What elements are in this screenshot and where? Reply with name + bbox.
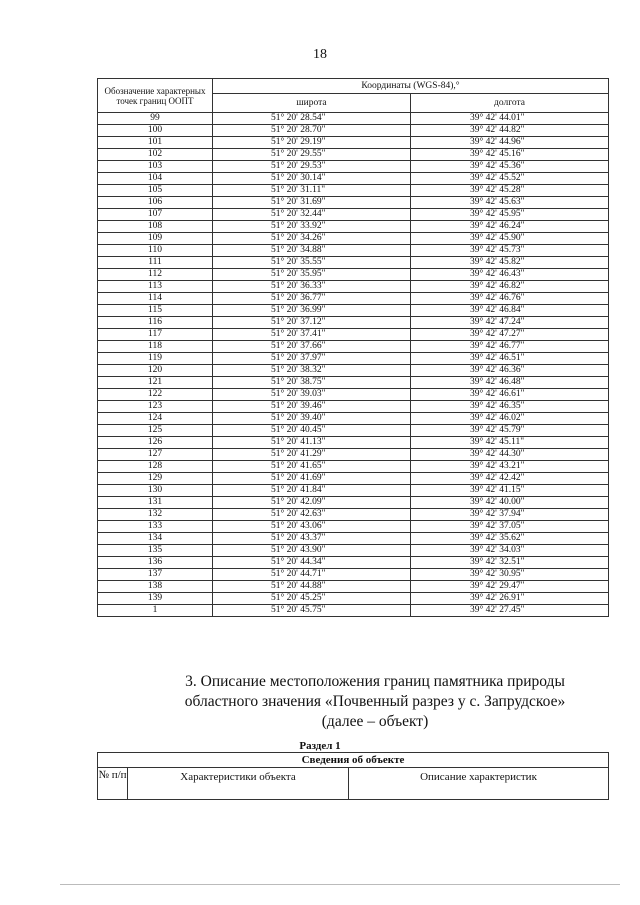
cell-point: 134: [98, 533, 213, 545]
table-row: [98, 161, 609, 173]
cell-longitude: 39° 42' 41.15": [411, 485, 609, 497]
cell-latitude: 51° 20' 34.26": [213, 233, 411, 245]
page-number: 18: [313, 47, 327, 62]
cell-longitude: 39° 42' 44.96": [411, 137, 609, 149]
cell-latitude: 51° 20' 43.90": [213, 545, 411, 557]
cell-point: 100: [98, 125, 213, 137]
cell-latitude: 51° 20' 36.99": [213, 305, 411, 317]
cell-point: 119: [98, 353, 213, 365]
table-row: [98, 365, 609, 377]
table-row: [98, 533, 609, 545]
cell-longitude: 39° 42' 44.01": [411, 113, 609, 125]
cell-longitude: 39° 42' 37.05": [411, 521, 609, 533]
cell-point: 133: [98, 521, 213, 533]
table-row: [98, 497, 609, 509]
cell-latitude: 51° 20' 41.69": [213, 473, 411, 485]
cell-longitude: 39° 42' 40.00": [411, 497, 609, 509]
column-header-description: Описание характеристик: [349, 768, 609, 800]
cell-latitude: 51° 20' 32.44": [213, 209, 411, 221]
cell-point: 128: [98, 461, 213, 473]
table-row: [98, 437, 609, 449]
table-row: [98, 389, 609, 401]
cell-longitude: 39° 42' 27.45": [411, 605, 609, 617]
table-row: [98, 425, 609, 437]
cell-point: 129: [98, 473, 213, 485]
cell-point: 137: [98, 569, 213, 581]
cell-point: 114: [98, 293, 213, 305]
table-row: [98, 149, 609, 161]
table-row: [98, 449, 609, 461]
cell-latitude: 51° 20' 29.19": [213, 137, 411, 149]
cell-point: 132: [98, 509, 213, 521]
column-header-number: № п/п: [98, 768, 128, 800]
cell-latitude: 51° 20' 42.63": [213, 509, 411, 521]
cell-longitude: 39° 42' 35.62": [411, 533, 609, 545]
cell-longitude: 39° 42' 46.84": [411, 305, 609, 317]
cell-point: 117: [98, 329, 213, 341]
cell-longitude: 39° 42' 46.82": [411, 281, 609, 293]
cell-longitude: 39° 42' 44.30": [411, 449, 609, 461]
cell-longitude: 39° 42' 46.48": [411, 377, 609, 389]
header-point-designation: Обозначение характерных точек границ ООПТ: [98, 79, 213, 113]
table-row: [98, 269, 609, 281]
cell-latitude: 51° 20' 38.32": [213, 365, 411, 377]
cell-point: 125: [98, 425, 213, 437]
header-latitude: широта: [213, 94, 411, 113]
cell-longitude: 39° 42' 32.51": [411, 557, 609, 569]
cell-latitude: 51° 20' 36.77": [213, 293, 411, 305]
cell-latitude: 51° 20' 31.69": [213, 197, 411, 209]
cell-latitude: 51° 20' 34.88": [213, 245, 411, 257]
table-row: [98, 317, 609, 329]
cell-longitude: 39° 42' 46.76": [411, 293, 609, 305]
cell-latitude: 51° 20' 29.53": [213, 161, 411, 173]
cell-point: 99: [98, 113, 213, 125]
page-bottom-rule: [60, 884, 620, 885]
cell-latitude: 51° 20' 39.40": [213, 413, 411, 425]
cell-longitude: 39° 42' 45.73": [411, 245, 609, 257]
cell-longitude: 39° 42' 46.61": [411, 389, 609, 401]
cell-longitude: 39° 42' 45.95": [411, 209, 609, 221]
cell-point: 120: [98, 365, 213, 377]
cell-longitude: 39° 42' 46.36": [411, 365, 609, 377]
table-row: [98, 329, 609, 341]
cell-point: 109: [98, 233, 213, 245]
cell-latitude: 51° 20' 44.88": [213, 581, 411, 593]
table-row: [98, 125, 609, 137]
cell-latitude: 51° 20' 36.33": [213, 281, 411, 293]
cell-latitude: 51° 20' 43.06": [213, 521, 411, 533]
cell-latitude: 51° 20' 37.66": [213, 341, 411, 353]
coordinates-table: [97, 78, 609, 617]
table-row: [98, 581, 609, 593]
coordinates-table-body: [98, 113, 609, 617]
cell-point: 115: [98, 305, 213, 317]
cell-longitude: 39° 42' 45.36": [411, 161, 609, 173]
cell-longitude: 39° 42' 47.24": [411, 317, 609, 329]
cell-longitude: 39° 42' 45.90": [411, 233, 609, 245]
section-3-line-2: областного значения «Почвенный разрез у с. Запрудское»: [184, 693, 566, 710]
table-row: [98, 485, 609, 497]
cell-latitude: 51° 20' 37.12": [213, 317, 411, 329]
cell-latitude: 51° 20' 30.14": [213, 173, 411, 185]
cell-latitude: 51° 20' 33.92": [213, 221, 411, 233]
cell-longitude: 39° 42' 46.02": [411, 413, 609, 425]
cell-latitude: 51° 20' 44.71": [213, 569, 411, 581]
cell-point: 130: [98, 485, 213, 497]
cell-point: 123: [98, 401, 213, 413]
cell-latitude: 51° 20' 45.25": [213, 593, 411, 605]
cell-longitude: 39° 42' 45.82": [411, 257, 609, 269]
cell-latitude: 51° 20' 41.13": [213, 437, 411, 449]
cell-longitude: 39° 42' 42.42": [411, 473, 609, 485]
cell-longitude: 39° 42' 46.77": [411, 341, 609, 353]
cell-latitude: 51° 20' 40.45": [213, 425, 411, 437]
cell-point: 127: [98, 449, 213, 461]
cell-point: 103: [98, 161, 213, 173]
cell-point: 124: [98, 413, 213, 425]
section-3-line-1: 3. Описание местоположения границ памятника природы: [185, 673, 565, 690]
table-row: [98, 185, 609, 197]
cell-longitude: 39° 42' 45.63": [411, 197, 609, 209]
table-row: [98, 605, 609, 617]
cell-latitude: 51° 20' 35.95": [213, 269, 411, 281]
cell-latitude: 51° 20' 41.65": [213, 461, 411, 473]
cell-longitude: 39° 42' 45.16": [411, 149, 609, 161]
column-header-characteristics: Характеристики объекта: [128, 768, 349, 800]
cell-point: 113: [98, 281, 213, 293]
table-row: [98, 245, 609, 257]
razdel-title: Раздел 1: [299, 740, 341, 752]
table-row: [98, 353, 609, 365]
cell-latitude: 51° 20' 29.55": [213, 149, 411, 161]
cell-longitude: 39° 42' 30.95": [411, 569, 609, 581]
cell-longitude: 39° 42' 37.94": [411, 509, 609, 521]
cell-point: 108: [98, 221, 213, 233]
cell-longitude: 39° 42' 43.21": [411, 461, 609, 473]
cell-latitude: 51° 20' 28.54": [213, 113, 411, 125]
section-3-line-3: (далее – объект): [321, 713, 429, 730]
table-row: [98, 257, 609, 269]
cell-point: 122: [98, 389, 213, 401]
table-row: [98, 413, 609, 425]
cell-point: 121: [98, 377, 213, 389]
cell-longitude: 39° 42' 45.52": [411, 173, 609, 185]
table-row: [98, 281, 609, 293]
table-row: [98, 197, 609, 209]
cell-point: 106: [98, 197, 213, 209]
cell-point: 101: [98, 137, 213, 149]
table-row: [98, 209, 609, 221]
cell-point: 118: [98, 341, 213, 353]
cell-latitude: 51° 20' 31.11": [213, 185, 411, 197]
header-coordinates: Координаты (WGS-84),°: [213, 79, 609, 94]
cell-point: 102: [98, 149, 213, 161]
cell-latitude: 51° 20' 41.29": [213, 449, 411, 461]
cell-point: 1: [98, 605, 213, 617]
cell-point: 110: [98, 245, 213, 257]
cell-point: 131: [98, 497, 213, 509]
cell-longitude: 39° 42' 46.51": [411, 353, 609, 365]
table-row: [98, 569, 609, 581]
table-row: [98, 233, 609, 245]
cell-longitude: 39° 42' 46.24": [411, 221, 609, 233]
cell-latitude: 51° 20' 45.75": [213, 605, 411, 617]
object-info-title: Сведения об объекте: [98, 753, 609, 768]
table-row: [98, 473, 609, 485]
cell-latitude: 51° 20' 28.70": [213, 125, 411, 137]
cell-point: 126: [98, 437, 213, 449]
table-row: [98, 521, 609, 533]
cell-latitude: 51° 20' 42.09": [213, 497, 411, 509]
cell-latitude: 51° 20' 43.37": [213, 533, 411, 545]
cell-latitude: 51° 20' 39.03": [213, 389, 411, 401]
cell-point: 116: [98, 317, 213, 329]
cell-longitude: 39° 42' 45.11": [411, 437, 609, 449]
cell-point: 138: [98, 581, 213, 593]
cell-longitude: 39° 42' 45.79": [411, 425, 609, 437]
cell-point: 105: [98, 185, 213, 197]
table-row: [98, 293, 609, 305]
cell-longitude: 39° 42' 46.35": [411, 401, 609, 413]
header-longitude: долгота: [411, 94, 609, 113]
cell-longitude: 39° 42' 44.82": [411, 125, 609, 137]
cell-latitude: 51° 20' 37.41": [213, 329, 411, 341]
table-row: [98, 137, 609, 149]
cell-point: 139: [98, 593, 213, 605]
cell-longitude: 39° 42' 45.28": [411, 185, 609, 197]
table-row: [98, 305, 609, 317]
table-row: [98, 377, 609, 389]
cell-point: 111: [98, 257, 213, 269]
cell-point: 107: [98, 209, 213, 221]
table-row: [98, 461, 609, 473]
cell-latitude: 51° 20' 35.55": [213, 257, 411, 269]
cell-latitude: 51° 20' 37.97": [213, 353, 411, 365]
table-row: [98, 545, 609, 557]
cell-longitude: 39° 42' 26.91": [411, 593, 609, 605]
table-row: [98, 113, 609, 125]
table-row: [98, 221, 609, 233]
cell-point: 136: [98, 557, 213, 569]
table-row: [98, 509, 609, 521]
table-row: [98, 557, 609, 569]
object-info-table: [97, 752, 609, 800]
cell-point: 112: [98, 269, 213, 281]
cell-latitude: 51° 20' 41.84": [213, 485, 411, 497]
cell-latitude: 51° 20' 38.75": [213, 377, 411, 389]
table-row: [98, 173, 609, 185]
cell-point: 135: [98, 545, 213, 557]
cell-longitude: 39° 42' 34.03": [411, 545, 609, 557]
table-row: [98, 593, 609, 605]
table-row: [98, 401, 609, 413]
cell-point: 104: [98, 173, 213, 185]
table-row: [98, 341, 609, 353]
cell-longitude: 39° 42' 29.47": [411, 581, 609, 593]
section-3-heading: [155, 672, 595, 732]
cell-longitude: 39° 42' 46.43": [411, 269, 609, 281]
cell-longitude: 39° 42' 47.27": [411, 329, 609, 341]
cell-latitude: 51° 20' 39.46": [213, 401, 411, 413]
cell-latitude: 51° 20' 44.34": [213, 557, 411, 569]
